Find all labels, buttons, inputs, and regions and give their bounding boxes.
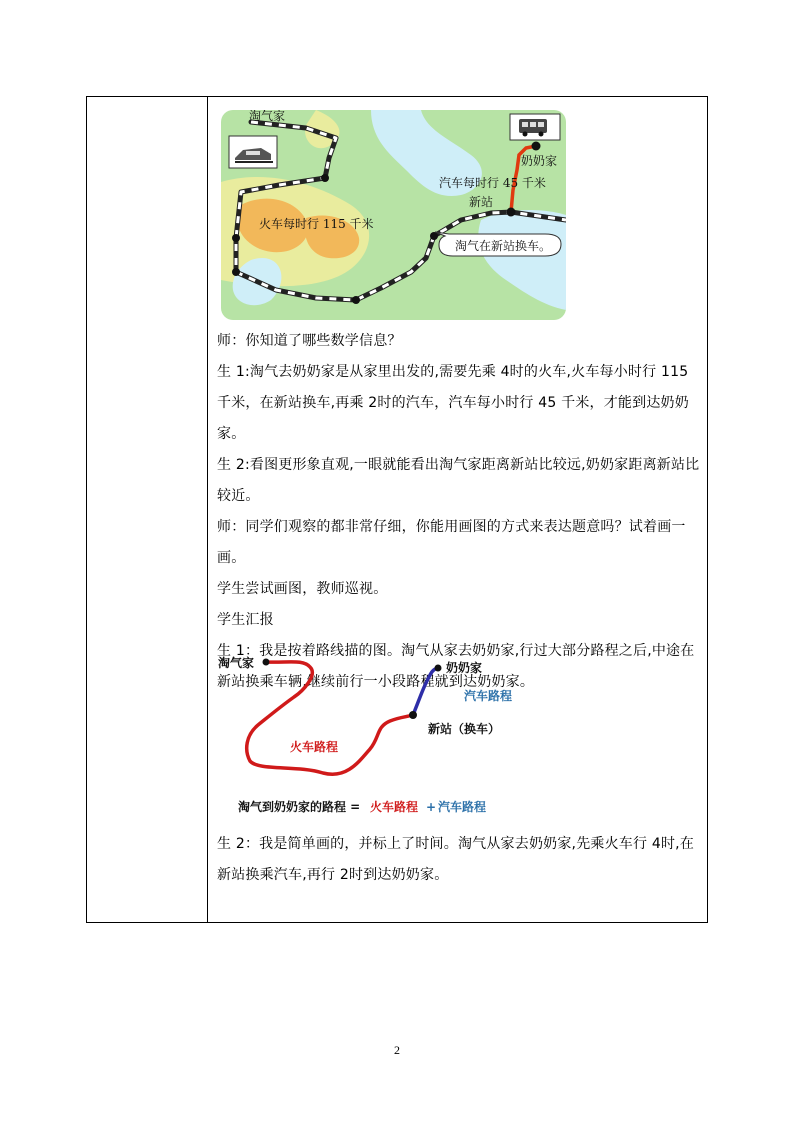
route-map-illustration	[221, 110, 566, 320]
paragraph-report-heading: 学生汇报	[217, 612, 274, 628]
page-number: 2	[394, 1043, 400, 1057]
dialogue-text-bottom	[217, 829, 701, 891]
diagram-grandma-label: 奶奶家	[446, 661, 483, 675]
train-route-path	[247, 662, 413, 774]
paragraph-student-2: 生 2:看图更形象直观,一眼就能看出淘气家距离新站比较远,奶奶家距离新站比较近。	[217, 457, 700, 504]
paragraph-teacher-question: 师：你知道了哪些数学信息？	[217, 333, 402, 349]
map-grandma-label: 奶奶家	[521, 154, 558, 168]
right-column-cell	[208, 97, 707, 922]
station-dot	[409, 711, 417, 719]
map-home-label: 淘气家	[249, 110, 286, 123]
equation-prefix: 淘气到奶奶家的路程 =	[238, 800, 361, 814]
diagram-home-label: 淘气家	[218, 656, 255, 670]
paragraph-student-2-report: 生 2：我是简单画的，并标上了时间。淘气从家去奶奶家,先乘火车行 4时,在新站换乘汽车,再行 2时到达奶奶家。	[217, 836, 695, 883]
paragraph-student-1: 生 1:淘气去奶奶家是从家里出发的,需要先乘 4时的火车,火车每小时行 115 千米，在新站换车,再乘 2时的汽车，汽车每小时行 45 千米，才能到达奶奶家。	[217, 364, 689, 442]
equation-bus: 汽车路程	[438, 800, 487, 814]
equation-train: 火车路程	[370, 800, 419, 814]
equation-plus: +	[426, 800, 437, 814]
map-train-speed-label: 火车每时行 115 千米	[259, 217, 374, 231]
train-icon	[229, 136, 277, 168]
route-diagram	[208, 645, 588, 825]
bus-route-path	[413, 668, 438, 715]
paragraph-student-1-report: 生 1：我是按着路线描的图。淘气从家去奶奶家,行过大部分路程之后,中途在新站换乘车辆,继续前行一小段路程就到达奶奶家。	[217, 643, 695, 690]
map-bus-speed-label: 汽车每时行 45 千米	[439, 176, 546, 190]
paragraph-students-draw: 学生尝试画图，教师巡视。	[217, 581, 388, 597]
diagram-train-route-label: 火车路程	[290, 740, 339, 754]
diagram-station-label: 新站（换车）	[428, 722, 501, 736]
home-dot	[263, 659, 270, 666]
map-station-label: 新站	[469, 195, 494, 209]
grandma-dot	[435, 665, 442, 672]
map-callout-label: 淘气在新站换车。	[455, 239, 552, 253]
paragraph-teacher-prompt: 师：同学们观察的都非常仔细，你能用画图的方式来表达题意吗？试着画一画。	[217, 519, 686, 566]
bus-icon	[510, 114, 560, 140]
left-column-cell	[87, 97, 208, 922]
diagram-bus-route-label: 汽车路程	[464, 689, 513, 703]
new-station-dot	[507, 208, 516, 217]
dialogue-text-top	[217, 326, 701, 698]
grandma-home-dot	[532, 142, 541, 151]
lesson-table	[86, 96, 708, 923]
